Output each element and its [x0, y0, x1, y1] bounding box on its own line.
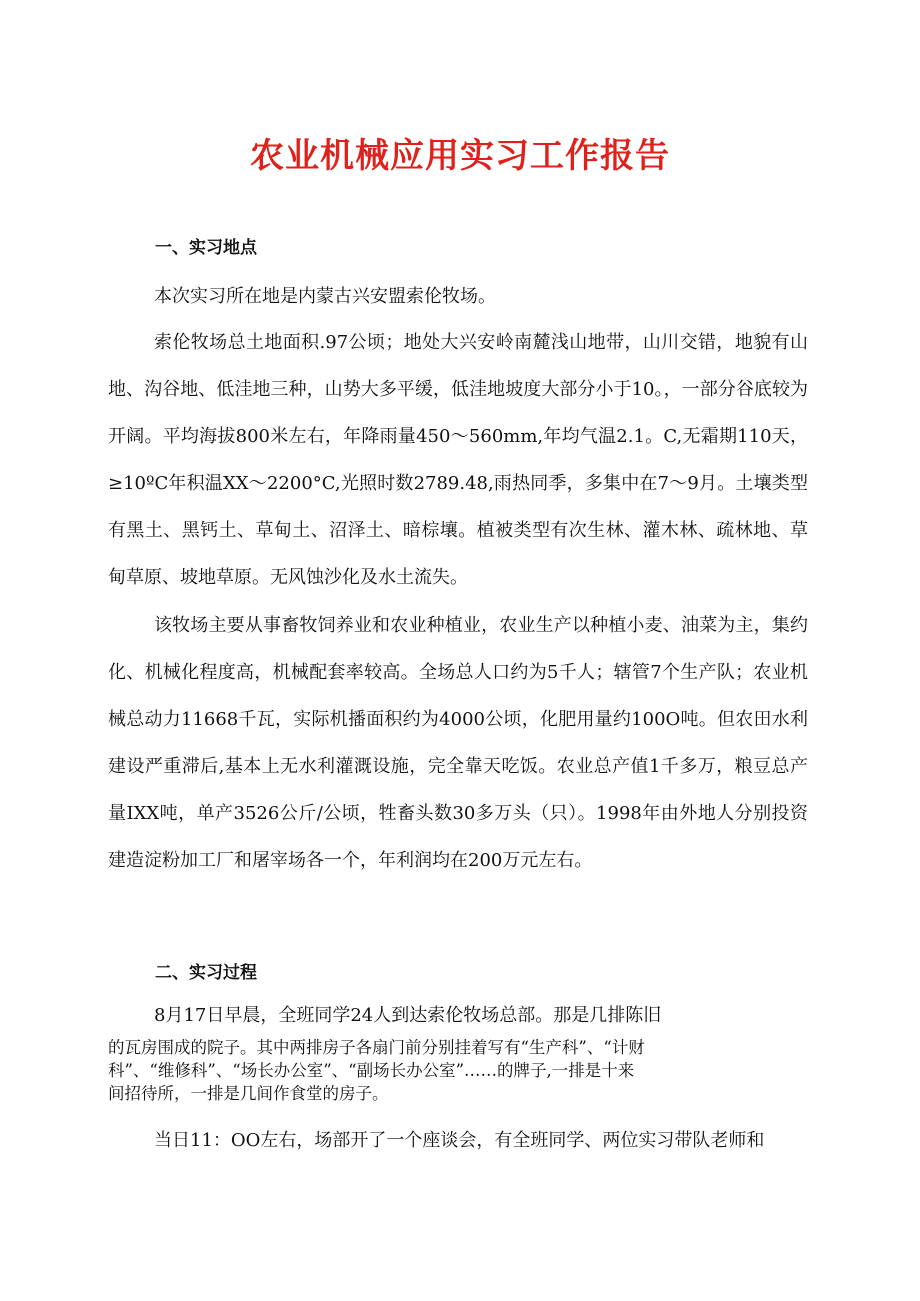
paragraph-location-geography: 索伦牧场总土地面积.97公顷；地处大兴安岭南麓浅山地带，山川交错，地貌有山地、沟谷地、低洼地三种，山势大多平缓，低洼地坡度大部分小于10。，一部分谷底较为开阔。平均海拔800米左右，年降雨量450～560mm,年均气温2.1。C,无霜期110天，≥10ºC年积温XX～2200°C,光照时数2789.48,雨热同季，多集中在7～9月。土壤类型有黑土、黑钙土、草甸土、沼泽土、暗棕壤。植被类型有次生林、灌木林、疏林地、草甸草原、坡地草原。无风蚀沙化及水土流失。 [108, 332, 808, 588]
paragraph-line: 间招待所，一排是几间作食堂的房子。 [108, 1084, 389, 1103]
paragraph-line: 的瓦房围成的院子。其中两排房子各扇门前分别挂着写有“生产科”、“计财 [108, 1038, 645, 1057]
section-heading-location: 一、实习地点 [155, 238, 257, 258]
section-heading-process: 二、实习过程 [155, 963, 257, 983]
paragraph-line: 8月17日早晨，全班同学24人到达索伦牧场总部。那是几排陈旧 [154, 1005, 662, 1026]
paragraph-location-intro: 本次实习所在地是内蒙古兴安盟索伦牧场。 [154, 286, 496, 307]
paragraph-location-economy: 该牧场主要从事畜牧饲养业和农业种植业，农业生产以种植小麦、油菜为主，集约化、机械化程度高，机械配套率较高。全场总人口约为5千人；辖管7个生产队；农业机械总动力11668千瓦，实际机播面积约为4000公顷，化肥用量约100O吨。但农田水利建设严重滞后,基本上无水利灌溉设施，完全靠天吃饭。农业总产值1千多万，粮豆总产量IXX吨，单产3526公斤/公顷，牲畜头数30多万头（只）。1998年由外地人分别投资建造淀粉加工厂和屠宰场各一个，年利润均在200万元左右。 [108, 615, 808, 871]
paragraph-process-meeting: 当日11：OO左右，场部开了一个座谈会，有全班同学、两位实习带队老师和 [154, 1130, 765, 1151]
paragraph-line: 科”、“维修科”、“场长办公室”、“副场长办公室”……的牌子,一排是十来 [108, 1061, 635, 1080]
document-title: 农业机械应用实习工作报告 [250, 136, 670, 176]
paragraph-process-arrival [108, 996, 808, 1105]
